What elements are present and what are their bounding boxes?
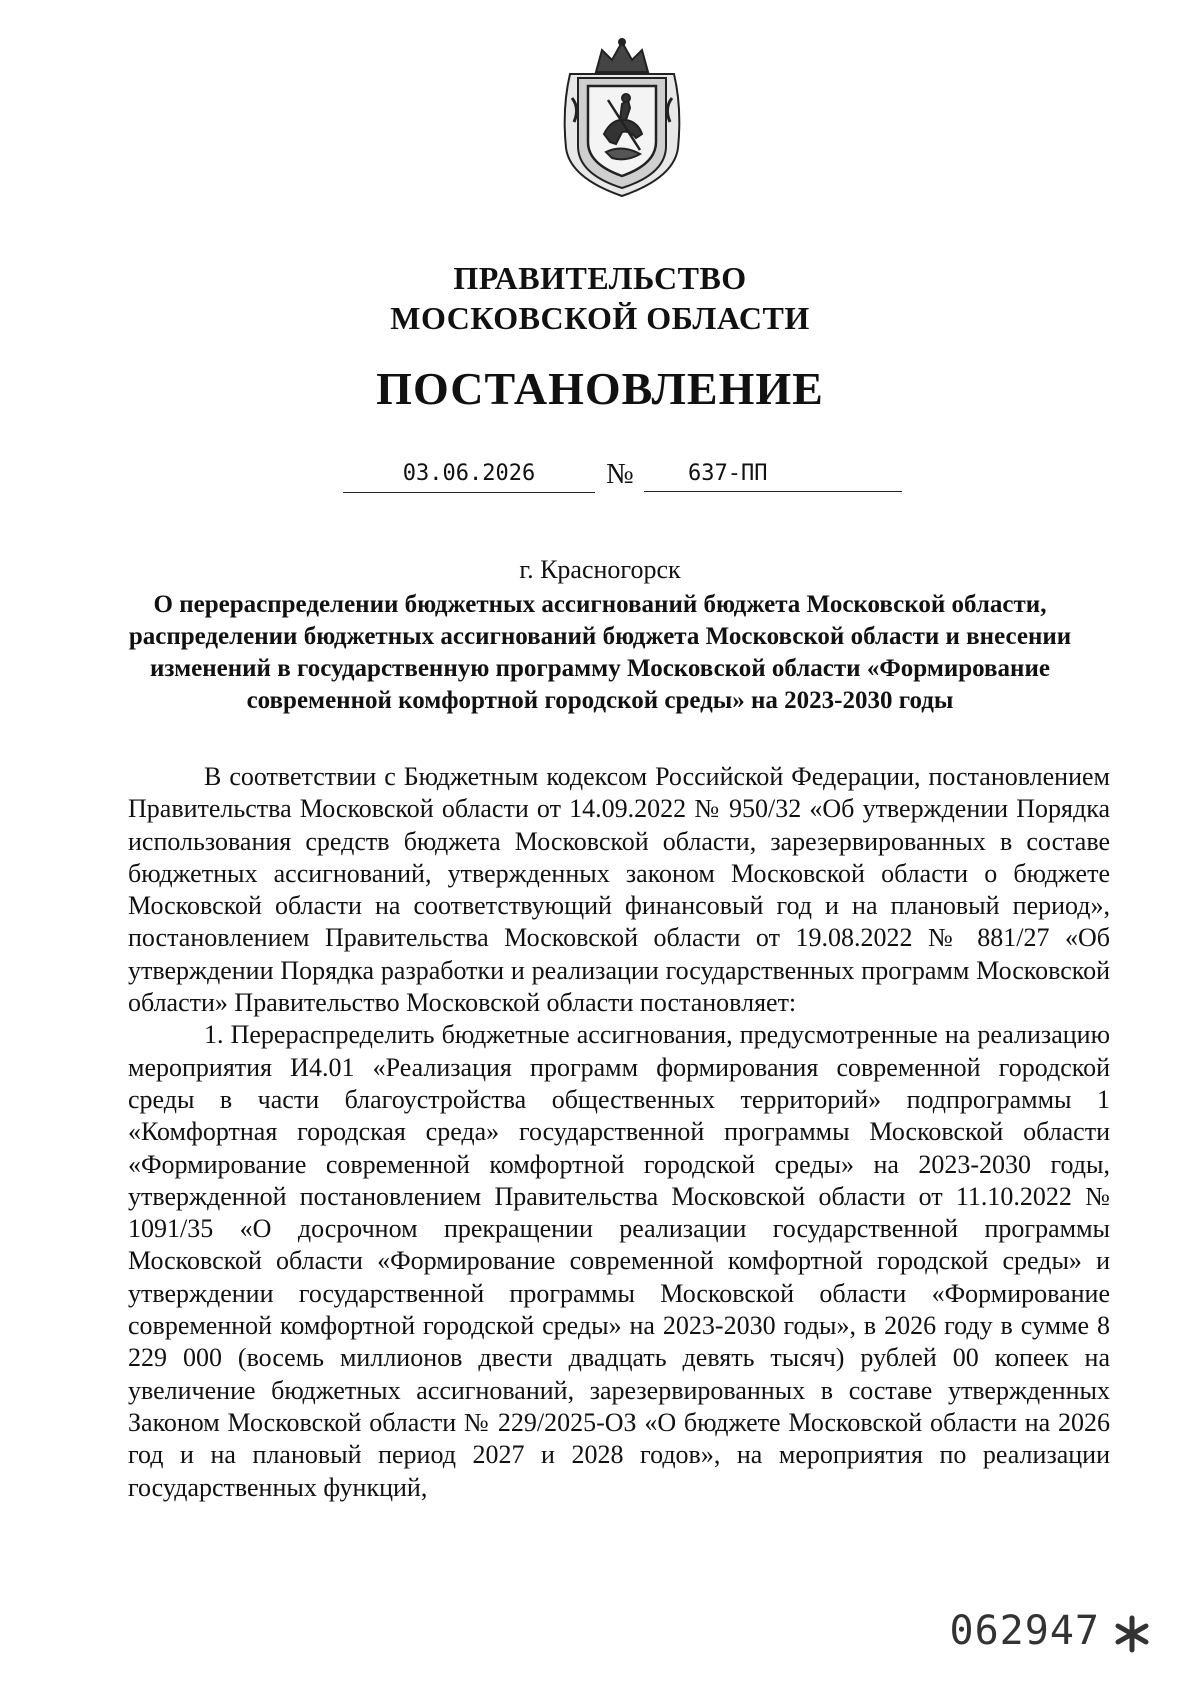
document-body [128, 761, 1110, 1504]
registration-row [0, 456, 1200, 496]
document-number: 637-ПП [644, 456, 902, 492]
organization-name-line2: МОСКОВСКОЙ ОБЛАСТИ [390, 300, 810, 336]
body-paragraph-2: 1. Перераспределить бюджетные ассигнования, предусмотренные на реализацию мероприятия И4.01 «Реализация программ формирования современной городской среды в части благоустройства общественных территорий» подпрограммы 1 «Комфортная городская среда» государственной программы Московской области «Формирование современной комфортной городской среды» на 2023-2030 годы, утвержденной постановлением Правительства Московской области от 11.10.2022 № 1091/35 «О досрочном прекращении реализации государственной программы Московской области «Формирование современной комфортной городской среды» и утверждении государственной программы Московской области «Формирование современной комфортной городской среды» на 2023-2030 годы», в 2026 году в сумме 8 229 000 (восемь миллионов двести двадцать девять тысяч) рублей 00 копеек на увеличение бюджетных ассигнований, зарезервированных в составе утвержденных Законом Московской области № 229/2025-ОЗ «О бюджете Московской области на 2026 год и на плановый период 2027 и 2028 годов», на мероприятия по реализации государственных функций, [128, 1020, 1110, 1502]
city-line: г. Красногорск [519, 555, 681, 584]
document-subject: О перераспределении бюджетных ассигнований бюджета Московской области, распределении бюджетных ассигнований бюджета Московской области и внесении изменений в государственную программу Московской области «Формирование современной комфортной городской среды» на 2023-2030 годы [128, 591, 1072, 714]
number-sign: № [606, 458, 634, 490]
asterisk-icon [1112, 1614, 1152, 1654]
document-date: 03.06.2026 [343, 456, 595, 493]
organization-name-line1: ПРАВИТЕЛЬСТВО [453, 260, 747, 296]
coat-of-arms-icon [556, 38, 688, 200]
barcode-number: 062947 [949, 1608, 1100, 1654]
document-type-title: ПОСТАНОВЛЕНИЕ [376, 363, 824, 414]
body-paragraph-1: В соответствии с Бюджетным кодексом Российской Федерации, постановлением Правительства Московской области от 14.09.2022 № 950/32 «Об утверждении Порядка использования средств бюджета Московской области, зарезервированных в составе бюджетных ассигнований, утвержденных законом Московской области о бюджете Московской области на соответствующий финансовый год и на плановый период», постановлением Правительства Московской области от 19.08.2022 № 881/27 «Об утверждении Порядка разработки и реализации государственных программ Московской области» Правительство Московской области постановляет: [128, 762, 1110, 1018]
